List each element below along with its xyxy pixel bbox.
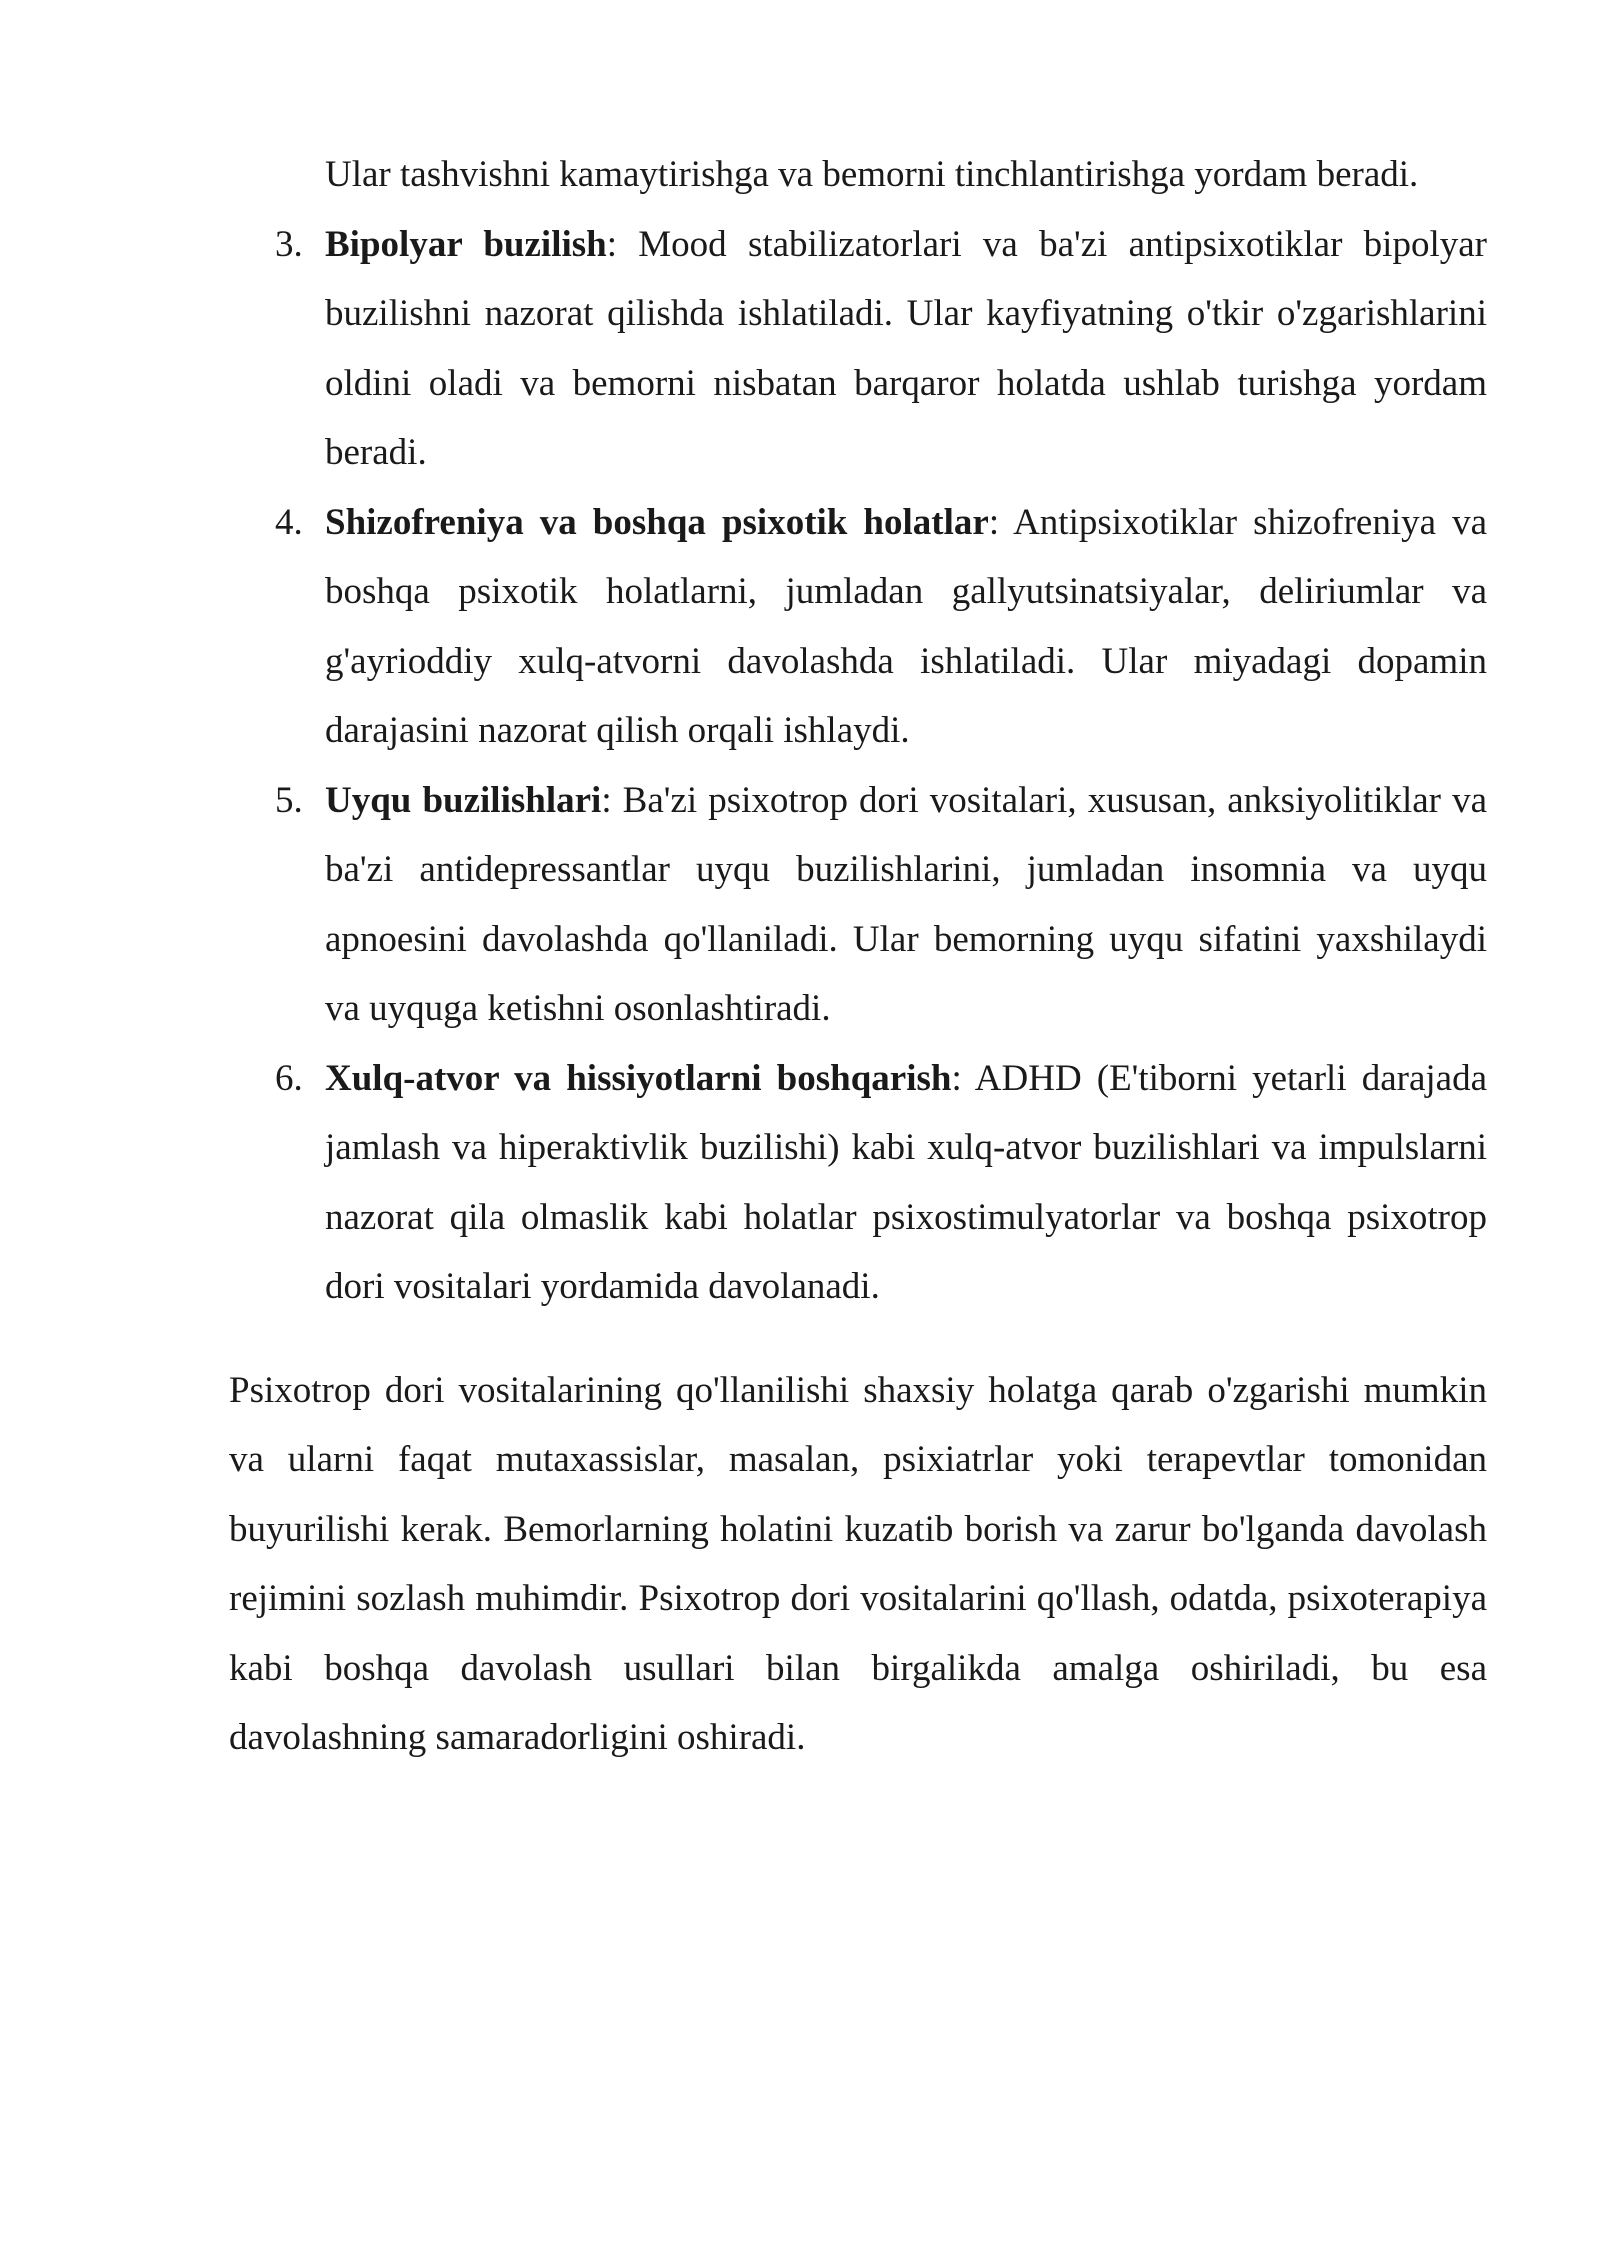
list-item-number: 3.	[275, 223, 303, 265]
list-item-text: Ba'zi psixotrop dori vositalari, xususan, anksiyolitiklar va ba'zi antidepressantlar uyqu buzilishlarini, jumladan insomnia va uyqu apnoesini davolashda qo'llaniladi. Ular bemorning uyqu sifatini yaxshilaydi va uyquga ketishni osonlashtiradi.	[325, 779, 1487, 1029]
list-item-text: ADHD (E'tiborni yetarli darajada jamlash va hiperaktivlik buzilishi) kabi xulq-atvor buzilishlari va impulslarni nazorat qila olmaslik kabi holatlar psixostimulyatorlar va boshqa psixotrop dori vositalari yordamida davolanadi.	[325, 1057, 1487, 1307]
list-item-separator: :	[606, 223, 618, 265]
page-content	[229, 140, 1487, 1773]
list-item-text: Mood stabilizatorlari va ba'zi antipsixotiklar bipolyar buzilishni nazorat qilishda ishlatiladi. Ular kayfiyatning o'tkir o'zgarishlarini oldini oladi va bemorni nisbatan barqaror holatda ushlab turishga yordam beradi.	[325, 223, 1487, 473]
list-item-separator: :	[951, 1057, 962, 1099]
list-item-number: 5.	[275, 779, 303, 821]
list-item-separator: :	[988, 501, 1000, 543]
list-item-term: Bipolyar buzilish	[325, 223, 607, 265]
list-item-term: Xulq-atvor va hissiyotlarni boshqarish	[325, 1057, 952, 1099]
continued-paragraph: Ular tashvishni kamaytirishga va bemorni tinchlantirishga yordam beradi.	[325, 154, 1419, 195]
list-item-number: 4.	[275, 501, 303, 543]
list-item	[229, 210, 1487, 488]
closing-paragraph: Psixotrop dori vositalarining qo'llanilishi shaxsiy holatga qarab o'zgarishi mumkin va ularni faqat mutaxassislar, masalan, psixiatrlar yoki terapevtlar tomonidan buyurilishi kerak. Bemorlarning holatini kuzatib borish va zarur bo'lganda davolash rejimini sozlash muhimdir. Psixotrop dori vositalarini qo'llash, odatda, psixoterapiya kabi boshqa davolash usullari bilan birgalikda amalga oshiriladi, bu esa davolashning samaradorligini oshiradi.	[229, 1369, 1487, 1758]
list-item-term: Shizofreniya va boshqa psixotik holatlar	[325, 501, 989, 543]
list-item	[229, 1044, 1487, 1322]
numbered-list	[229, 210, 1487, 1322]
list-item-separator: :	[601, 779, 612, 821]
list-item-term: Uyqu buzilishlari	[325, 779, 602, 821]
list-item-text: Antipsixotiklar shizofreniya va boshqa psixotik holatlarni, jumladan gallyutsinatsiyalar, deliriumlar va g'ayrioddiy xulq-atvorni davolashda ishlatiladi. Ular miyadagi dopamin darajasini nazorat qilish orqali ishlaydi.	[325, 501, 1487, 751]
list-item-number: 6.	[275, 1057, 303, 1099]
list-item	[229, 766, 1487, 1044]
list-item	[229, 488, 1487, 766]
